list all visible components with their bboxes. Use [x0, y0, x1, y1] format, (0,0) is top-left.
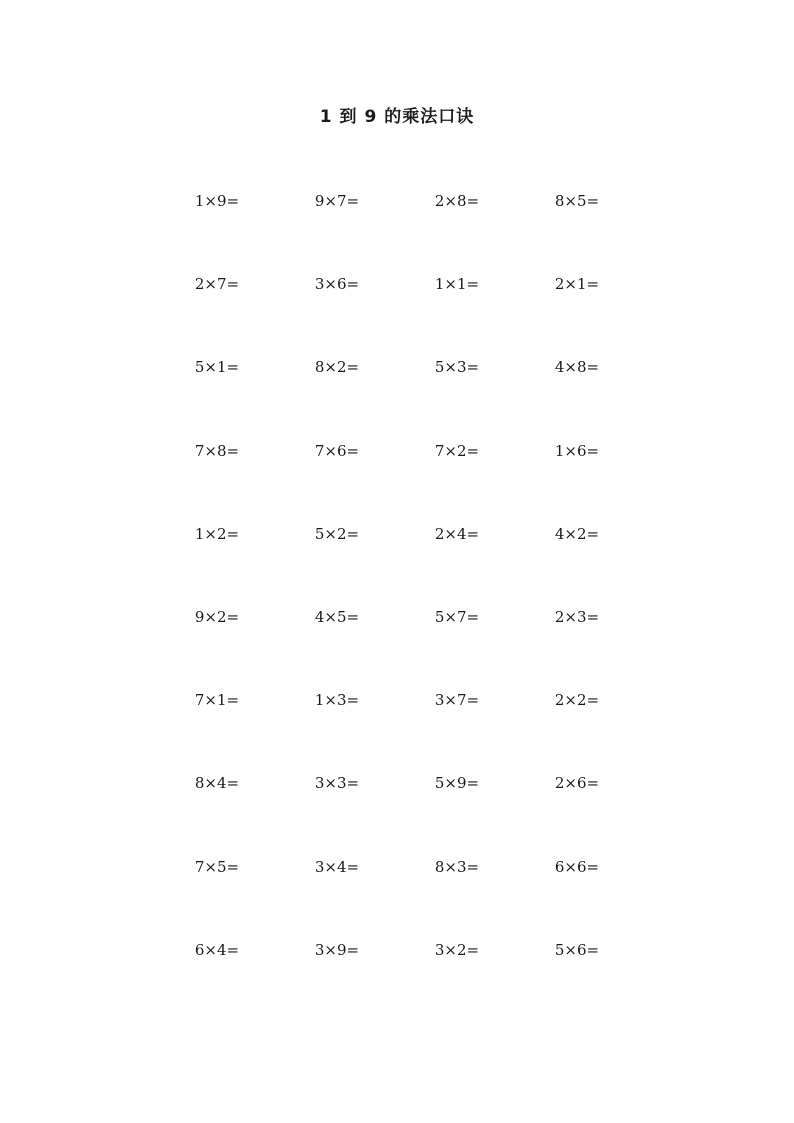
problem-item: 8×2=: [314, 358, 360, 377]
problem-item: 3×2=: [434, 940, 480, 959]
problem-item: 7×2=: [434, 441, 480, 460]
problem-row: [157, 273, 637, 356]
problem-item: 5×1=: [194, 358, 240, 377]
problem-item: 1×3=: [314, 691, 360, 710]
problem-item: 8×4=: [194, 774, 240, 793]
problem-item: 5×7=: [434, 607, 480, 626]
problem-item: 7×5=: [194, 857, 240, 876]
problem-item: 4×5=: [314, 607, 360, 626]
problem-item: 2×6=: [554, 774, 600, 793]
problem-item: 5×6=: [554, 940, 600, 959]
problem-item: 1×2=: [194, 524, 240, 543]
problem-item: 3×4=: [314, 857, 360, 876]
problem-row: [157, 939, 637, 1022]
problem-item: 5×9=: [434, 774, 480, 793]
problem-row: [157, 356, 637, 439]
problem-item: 5×3=: [434, 358, 480, 377]
problem-item: 2×8=: [434, 192, 480, 210]
problem-item: 7×6=: [314, 441, 360, 460]
problem-item: 1×1=: [434, 275, 480, 294]
problem-row: [157, 440, 637, 523]
problem-item: 4×2=: [554, 524, 600, 543]
problem-item: 5×2=: [314, 524, 360, 543]
problem-item: 1×6=: [554, 441, 600, 460]
problem-item: 2×4=: [434, 524, 480, 543]
problem-grid: [157, 190, 637, 1022]
problem-item: 9×2=: [194, 607, 240, 626]
problem-row: [157, 190, 637, 273]
problem-row: [157, 689, 637, 772]
problem-item: 2×1=: [554, 275, 600, 294]
problem-row: [157, 523, 637, 606]
problem-item: 8×5=: [554, 192, 600, 210]
problem-item: 6×6=: [554, 857, 600, 876]
problem-item: 3×6=: [314, 275, 360, 294]
problem-row: [157, 772, 637, 855]
problem-row: [157, 606, 637, 689]
problem-item: 7×8=: [194, 441, 240, 460]
problem-row: [157, 856, 637, 939]
problem-item: 4×8=: [554, 358, 600, 377]
page-title: 1 到 9 的乘法口诀: [319, 107, 475, 127]
problem-item: 2×3=: [554, 607, 600, 626]
problem-item: 6×4=: [194, 940, 240, 959]
problem-item: 3×9=: [314, 940, 360, 959]
problem-item: 8×3=: [434, 857, 480, 876]
problem-item: 1×9=: [194, 192, 240, 210]
problem-item: 7×1=: [194, 691, 240, 710]
problem-item: 3×7=: [434, 691, 480, 710]
problem-item: 2×2=: [554, 691, 600, 710]
problem-item: 3×3=: [314, 774, 360, 793]
problem-item: 9×7=: [314, 192, 360, 210]
problem-item: 2×7=: [194, 275, 240, 294]
